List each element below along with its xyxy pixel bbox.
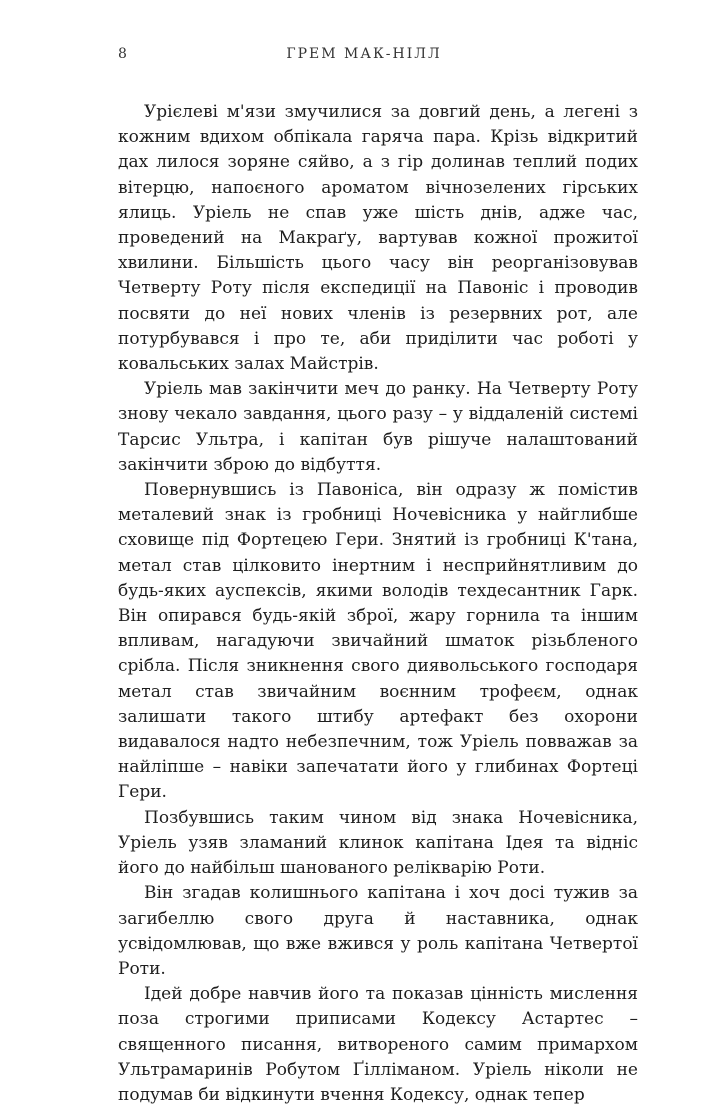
paragraph: Позбувшись таким чином від знака Ночевісника, Уріель узяв зламаний клинок капітана Ідея та відніс його до найбільш шанованого релікварію Роти. [118,807,638,879]
paragraph: Він згадав колишнього капітана і хоч досі тужив за загибеллю свого друга й наставника, однак усвідомлював, що вже вжився у роль капітана Четвертої Роти. [118,883,638,979]
paragraph: Повернувшись із Павоніса, він одразу ж помістив металевий знак із гробниці Ночевісника у найглибше сховище під Фортецею Гери. Знятий із гробниці К'тана, метал став цілковито інертним і несприйнятливим до будь-яких ауспексів, якими володів техдесантник Гарк. Він опирався будь-якій зброї, жару горнила та іншим впливам, нагадуючи звичайний шматок різьбленого срібла. Після зникнення свого диявольського господаря метал став звичайним воєнним трофеєм, однак залишати такого штибу артефакт без охорони видавалося надто небезпечним, тож Уріель повважав за найліпше – навіки запечатати його у глибинах Фортеці Гери. [118,480,638,803]
paragraph: Уріель мав закінчити меч до ранку. На Четверту Роту знову чекало завдання, цього разу – у віддаленій системі Тарсис Ультра, і капітан був рішуче налаштований закінчити зброю до відбуття. [118,379,638,475]
paragraph: Ідей добре навчив його та показав цінність мислення поза строгими приписами Кодексу Астартес – священного писання, витвореного самим примархом Ультрамаринів Робутом Ґілліманом. Уріель ніколи не подумав би відкинути вчення Кодексу, однак тепер [118,984,638,1105]
page-header [118,46,610,68]
body-text [118,100,638,1108]
running-head: ГРЕМ МАК-НІЛЛ [286,46,442,62]
page-number: 8 [118,46,128,62]
paragraph: Урієлеві м'язи змучилися за довгий день, а легені з кожним вдихом обпікала гаряча пара. Крізь відкритий дах лилося зоряне сяйво, а з гір долинав теплий подих вітерцю, напоєного ароматом вічнозелених гірських ялиць. Уріель не спав уже шість днів, адже час, проведений на Макраґу, вартував кожної прожитої хвилини. Більшість цього часу він реорганізовував Четверту Роту після експедиції на Павоніс і проводив посвяти до неї нових членів із резервних рот, але потурбувався і про те, аби приділити час роботі у ковальських залах Майстрів. [118,102,638,375]
